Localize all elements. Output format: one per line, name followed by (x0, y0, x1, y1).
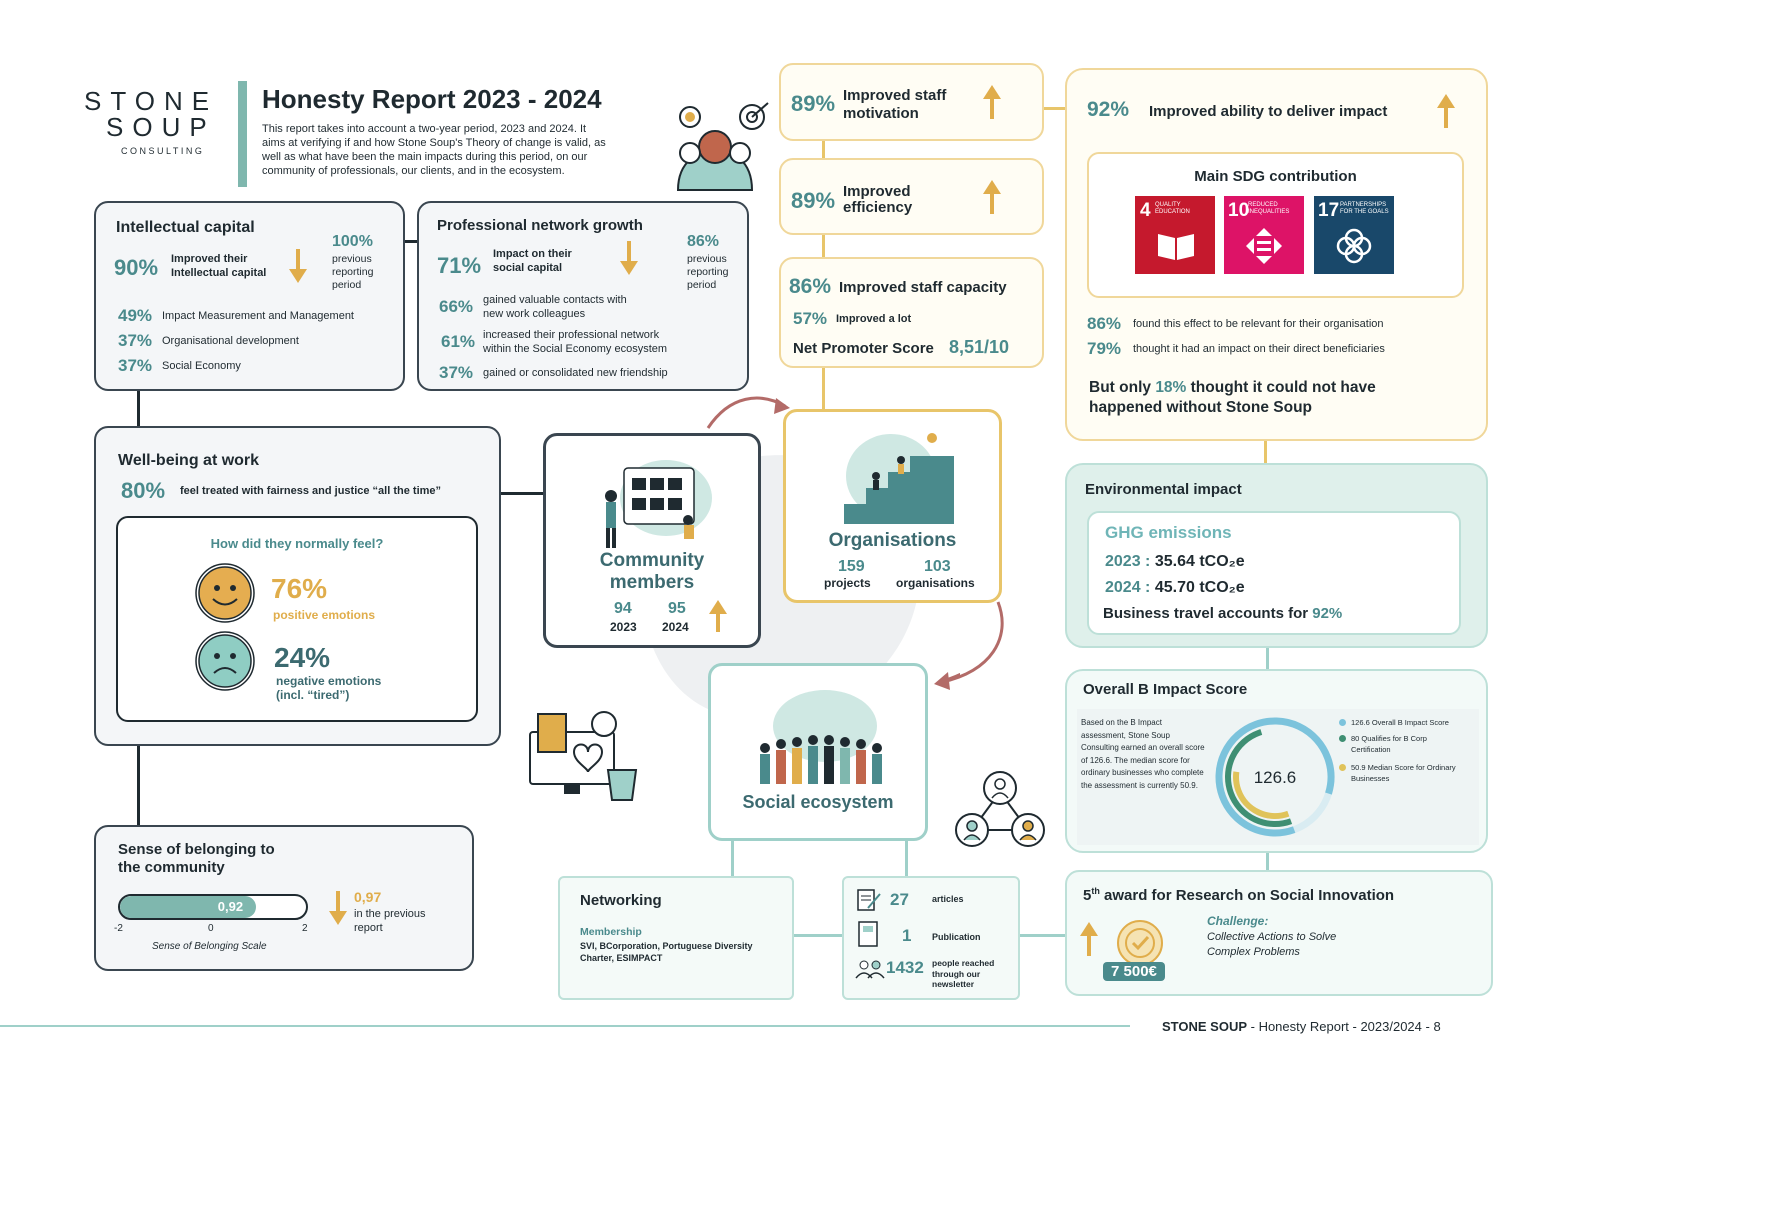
ghg-title: GHG emissions (1105, 523, 1232, 542)
footer-line (0, 1025, 1130, 1027)
capacity-label: Improved staff capacity (839, 279, 1007, 296)
footer-brand: STONE SOUP (1162, 1019, 1248, 1034)
award-title-sup: th (1091, 886, 1100, 896)
workplace-wellbeing-icon (516, 708, 646, 804)
legend-label: 126.6 Overall B Impact Score (1351, 718, 1449, 727)
legend-dot (1339, 735, 1346, 742)
networking-title: Networking (580, 892, 662, 909)
scale-tick-min: -2 (114, 923, 123, 934)
sdg-tile-10 (1224, 196, 1304, 274)
increase-arrow-icon (990, 97, 994, 119)
increase-arrow-icon (1087, 934, 1091, 956)
deliver-counterfactual (1089, 378, 1429, 418)
sdg-name: PARTNERSHIPS FOR THE GOALS (1340, 202, 1389, 215)
award-title-pre: 5 (1083, 887, 1092, 904)
staff-efficiency-label: Improved efficiency (843, 183, 913, 216)
inequality-equals-icon (1244, 226, 1284, 266)
decrease-arrow-icon (627, 241, 631, 263)
connector (1266, 852, 1269, 870)
organisations-card (783, 409, 1002, 603)
network-item (439, 293, 648, 321)
people-group-icon (854, 958, 886, 980)
item-label: thought it had an impact on their direct beneficiaries (1133, 343, 1385, 355)
legend-item (1339, 717, 1479, 728)
ghg-2024 (1105, 579, 1245, 597)
footer (1162, 1019, 1441, 1034)
sdg-tile-4 (1135, 196, 1215, 274)
legend-label: 50.9 Median Score for Ordinary Businesses (1351, 763, 1456, 783)
award-title-post: award for Research on Social Innovation (1099, 887, 1395, 904)
sdg-name: QUALITY EDUCATION (1155, 202, 1190, 215)
environmental-title: Environmental impact (1085, 481, 1242, 498)
deliver-pct: 92% (1087, 98, 1130, 121)
network-main-pct: 71% (437, 253, 482, 278)
community-2024-label: 2024 (662, 620, 689, 634)
b-impact-text: Based on the B Impact assessment, Stone Soup Consulting earned an overall score of 126.6. The median score for ordinary businesses who complete the assessment is currently 50.9. (1081, 718, 1205, 790)
item-label: gained or consolidated new friendship (483, 367, 668, 379)
intellectual-prev-pct: 100% (332, 233, 373, 250)
positive-label: positive emotions (273, 608, 376, 622)
connector (822, 140, 825, 158)
b-impact-score: 126.6 (1253, 768, 1297, 787)
belonging-prev-label: in the previous report (354, 908, 426, 934)
negative-label: negative emotions (incl. “tired”) (276, 674, 382, 702)
book-icon (856, 920, 882, 948)
increase-arrow-icon (716, 612, 720, 632)
item-pct: 37% (439, 363, 474, 382)
organisations-title: Organisations (828, 530, 957, 551)
community-2024-value: 95 (668, 600, 686, 617)
staff-efficiency-card (779, 158, 1044, 235)
legend-dot (1339, 719, 1346, 726)
article-icon (856, 888, 882, 912)
networking-card (558, 876, 794, 1000)
intellectual-main-pct: 90% (114, 255, 159, 280)
connector (1043, 107, 1065, 110)
award-amount: 7 500€ (1103, 962, 1165, 981)
wellbeing-title: Well-being at work (118, 452, 260, 469)
b-impact-card (1065, 669, 1488, 853)
award-card (1065, 870, 1493, 996)
sdg-title: Main SDG contribution (1194, 168, 1357, 185)
item-pct: 37% (118, 356, 153, 375)
publications-card (842, 876, 1020, 1000)
staff-motivation-pct: 89% (791, 91, 836, 116)
deliver-item (1087, 314, 1384, 334)
network-prev-pct: 86% (687, 233, 720, 250)
connector (731, 840, 734, 876)
membership-label: Membership (580, 926, 642, 938)
staff-motivation-card (779, 63, 1044, 141)
belonging-title: Sense of belonging to the community (118, 841, 275, 876)
scale-tick-max: 2 (302, 923, 308, 934)
item-label: Organisational development (162, 335, 299, 347)
connector (793, 934, 843, 937)
logo-line-2: SOUP (106, 112, 216, 142)
flow-arrow-2 (930, 598, 1010, 690)
decrease-arrow-icon (296, 249, 300, 271)
item-label: gained valuable contacts with new work colleagues (483, 294, 627, 320)
network-prev-label: previous reporting period (687, 253, 729, 291)
sdg-number: 4 (1140, 200, 1151, 221)
staff-motivation-label: Improved staff motivation (843, 87, 947, 122)
belonging-value: 0,92 (217, 899, 244, 914)
positive-pct: 76% (271, 573, 328, 604)
connector (1018, 934, 1066, 937)
environmental-card (1065, 463, 1488, 648)
intro-text: This report takes into account a two-year period, 2023 and 2024. It aims at verifying if and how Stone Soup's Theory of change is valid, as well as what have been the main impacts during this period, on our community of professionals, our clients, and in the ecosystem. (262, 123, 606, 177)
projects-value: 159 (838, 558, 865, 575)
staff-efficiency-pct: 89% (791, 188, 836, 213)
nps-value: 8,51/10 (949, 337, 1010, 357)
connector (822, 234, 825, 258)
item-pct: 66% (439, 297, 474, 316)
item-label: increased their professional network within the Social Economy ecosystem (483, 329, 668, 355)
connector (1264, 440, 1267, 464)
scale-tick-mid: 0 (208, 923, 214, 934)
increase-arrow-icon (990, 192, 994, 214)
sdg-tile-17 (1314, 196, 1394, 274)
deliver-label: Improved ability to deliver impact (1149, 103, 1388, 120)
business-travel (1103, 605, 1342, 622)
network-item (441, 328, 683, 356)
negative-pct: 24% (274, 642, 331, 673)
item-pct: 79% (1087, 339, 1122, 358)
staff-capacity-card (779, 257, 1044, 368)
ghg-2023-label: 2023 : (1105, 553, 1151, 570)
only-pct: 18% (1155, 379, 1187, 396)
projects-label: projects (824, 576, 871, 590)
legend-label: 80 Qualifies for B Corp Certification (1351, 734, 1427, 754)
b-impact-gauge (1213, 715, 1337, 839)
challenge-label: Challenge: (1207, 914, 1269, 928)
only-pre: But only (1089, 379, 1156, 396)
wellbeing-card (94, 426, 501, 746)
partnership-flower-icon (1334, 226, 1374, 266)
belonging-prev-value: 0,97 (354, 889, 382, 905)
publication-count: 1 (902, 926, 912, 945)
orgs-value: 103 (924, 558, 951, 575)
connector (905, 840, 908, 876)
articles-count: 27 (890, 890, 909, 909)
capacity-lot-pct: 57% (793, 309, 828, 328)
community-card (543, 433, 761, 648)
logo-line-3: CONSULTING (121, 146, 205, 156)
network-item (439, 363, 668, 383)
decrease-arrow-icon (336, 891, 340, 913)
item-label: found this effect to be relevant for their organisation (1133, 318, 1384, 330)
publication-label: Publication (932, 932, 981, 942)
happy-face-icon (194, 562, 256, 624)
newsletter-count: 1432 (886, 958, 924, 977)
capacity-pct: 86% (789, 275, 832, 298)
increase-arrow-icon (1444, 106, 1448, 128)
network-growth-card (417, 201, 749, 391)
b-impact-panel (1077, 709, 1479, 845)
item-pct: 86% (1087, 314, 1122, 333)
wellbeing-pct: 80% (121, 478, 166, 503)
newsletter-label: people reached through our newsletter (932, 958, 995, 989)
wellbeing-label: feel treated with fairness and justice “all the time” (180, 485, 442, 497)
membership-list: SVI, BCorporation, Portuguese Diversity Charter, ESIMPACT (580, 941, 753, 963)
emotions-box (116, 516, 478, 722)
legend-dot (1339, 764, 1346, 771)
intellectual-capital-title: Intellectual capital (116, 219, 255, 236)
legend-item (1339, 733, 1464, 755)
travel-pct: 92% (1312, 605, 1343, 622)
footer-text: - Honesty Report - 2023/2024 - 8 (1247, 1019, 1441, 1034)
ghg-2023 (1105, 553, 1245, 571)
emotions-question: How did they normally feel? (210, 536, 384, 551)
crowd-illustration-icon (747, 686, 897, 788)
intellectual-prev-label: previous reporting period (332, 253, 374, 291)
logo-line-1: STONE (84, 86, 219, 116)
social-ecosystem-card (708, 663, 928, 841)
intellectual-main-label: Improved their Intellectual capital (171, 253, 267, 279)
articles-label: articles (932, 894, 964, 904)
page-title: Honesty Report 2023 - 2024 (262, 84, 602, 114)
community-2023-label: 2023 (610, 620, 637, 634)
orgs-label: organisations (896, 576, 975, 590)
intellectual-item (118, 356, 241, 376)
intellectual-item (118, 331, 299, 351)
network-title: Professional network growth (437, 217, 643, 234)
legend-item (1339, 762, 1479, 784)
social-ecosystem-title: Social ecosystem (742, 792, 894, 812)
community-illustration-icon (596, 450, 716, 550)
belonging-card (94, 825, 474, 971)
sdg-number: 10 (1228, 200, 1250, 221)
b-impact-title: Overall B Impact Score (1083, 681, 1248, 698)
header-accent-bar (238, 81, 247, 187)
sdg-number: 17 (1318, 200, 1340, 221)
capacity-lot-label: Improved a lot (836, 313, 912, 325)
community-title: Community members (599, 550, 705, 593)
education-book-icon (1155, 230, 1197, 262)
ghg-2024-label: 2024 : (1105, 579, 1151, 596)
scale-label: Sense of Belonging Scale (152, 941, 267, 952)
travel-label: Business travel accounts for (1103, 605, 1313, 622)
award-title (1083, 886, 1394, 904)
belonging-scale-track (118, 894, 308, 920)
deliver-impact-card (1065, 68, 1488, 441)
connector (137, 745, 140, 825)
intellectual-capital-card (94, 201, 405, 391)
ghg-2023-value: 35.64 tCO₂e (1154, 553, 1245, 570)
ghg-box (1087, 511, 1461, 635)
item-pct: 49% (118, 306, 153, 325)
connector (1266, 646, 1269, 670)
community-2023-value: 94 (614, 600, 632, 617)
intellectual-item (118, 306, 354, 326)
team-goal-icon (660, 95, 775, 195)
ghg-2024-value: 45.70 tCO₂e (1154, 579, 1245, 596)
connector (137, 390, 140, 426)
network-main-label: Impact on their social capital (493, 248, 572, 274)
nps-label: Net Promoter Score (793, 340, 934, 357)
item-pct: 37% (118, 331, 153, 350)
deliver-item (1087, 339, 1385, 359)
logo (84, 86, 219, 156)
people-network-icon (950, 766, 1050, 858)
item-pct: 61% (441, 332, 476, 351)
connector (500, 492, 544, 495)
item-label: Social Economy (162, 360, 241, 372)
challenge-text: Collective Actions to Solve Complex Problems (1207, 931, 1337, 958)
item-label: Impact Measurement and Management (162, 310, 354, 322)
sad-face-icon (194, 630, 256, 692)
sdg-box (1087, 152, 1464, 298)
sdg-name: REDUCED INEQUALITIES (1248, 202, 1290, 215)
stairs-growth-icon (836, 426, 956, 526)
only-post: thought it could not have happened without Stone Soup (1089, 379, 1376, 416)
award-badge-icon (1111, 918, 1169, 968)
